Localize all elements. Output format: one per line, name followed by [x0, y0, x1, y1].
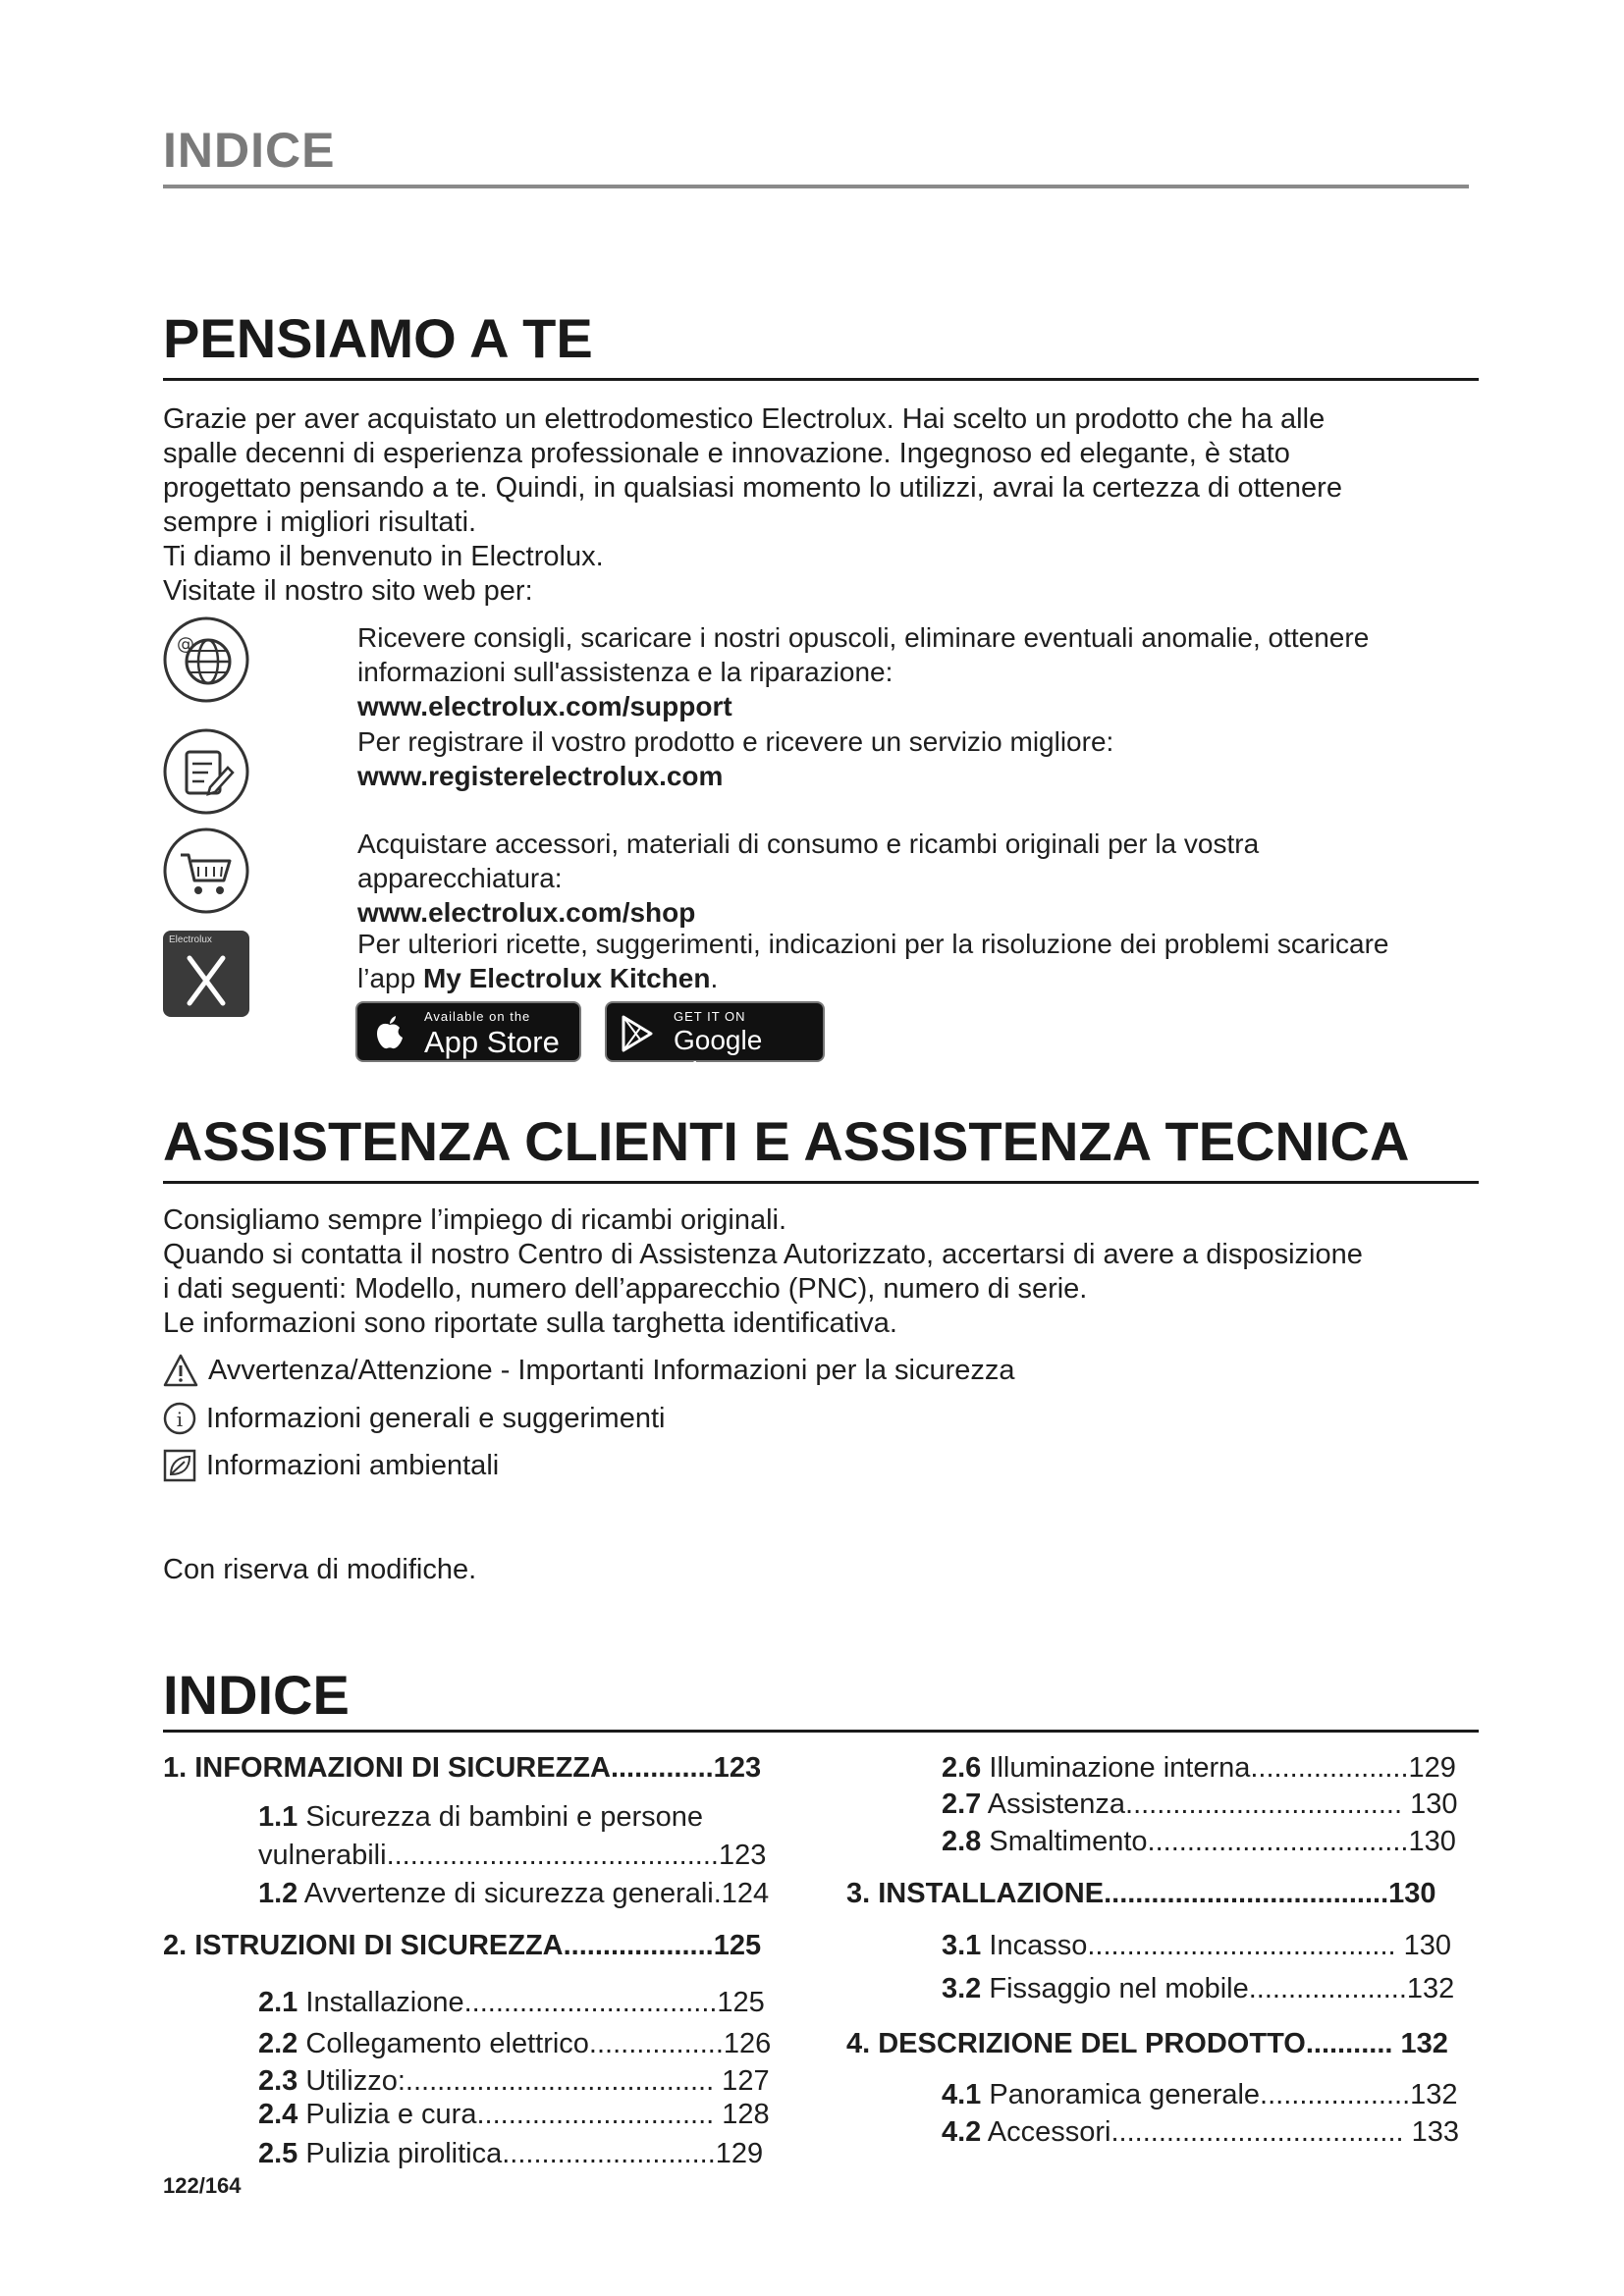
toc-item-1-2[interactable]	[258, 1878, 769, 1910]
toc-item-2-7[interactable]	[942, 1789, 1457, 1821]
shop-text-2: apparecchiatura:	[357, 863, 563, 893]
legend-warning-text: Avvertenza/Attenzione - Importanti Informazioni per la sicurezza	[208, 1355, 1015, 1386]
toc-section-4[interactable]: 4. DESCRIZIONE DEL PRODOTTO........... 132	[846, 2028, 1448, 2059]
welcome-line: spalle decenni di esperienza professionale e innovazione. Ingegnoso ed elegante, è stato	[163, 438, 1290, 469]
assistance-title: ASSISTENZA CLIENTI E ASSISTENZA TECNICA	[163, 1110, 1410, 1172]
svg-text:i: i	[176, 1408, 184, 1431]
change-notice: Con riserva di modifiche.	[163, 1554, 477, 1585]
toc-item-2-3[interactable]	[258, 2065, 770, 2098]
toc-section-3[interactable]: 3. INSTALLAZIONE....................................130	[846, 1878, 1436, 1909]
toc-num: 2.4	[258, 2099, 298, 2130]
toc-label: Fissaggio nel mobile....................132	[981, 1973, 1455, 2004]
google-play-label: Google Play	[674, 1025, 763, 1087]
toc-label: Accessori..................................... 133	[981, 2116, 1460, 2148]
google-play-badge[interactable]	[605, 1001, 825, 1087]
toc-item-2-2[interactable]	[258, 2028, 771, 2060]
toc-num: 2.3	[258, 2065, 298, 2097]
toc-item-2-5[interactable]	[258, 2138, 763, 2170]
legend-info	[163, 1401, 665, 1436]
app-store-label: App Store	[424, 1025, 560, 1059]
environment-icon	[163, 1449, 196, 1482]
kitchen-app-name: My Electrolux Kitchen	[422, 963, 711, 993]
welcome-line: sempre i migliori risultati.	[163, 507, 477, 538]
app-store-small: Available on the	[424, 1009, 531, 1024]
welcome-line: Ti diamo il benvenuto in Electrolux.	[163, 541, 604, 572]
assistance-paragraph	[163, 1203, 1479, 1341]
assistance-line: i dati seguenti: Modello, numero dell’apparecchio (PNC), numero di serie.	[163, 1273, 1088, 1305]
toc-num: 3.1	[942, 1930, 982, 1961]
welcome-line: Visitate il nostro sito web per:	[163, 575, 533, 607]
kitchen-app-suffix: .	[710, 963, 719, 993]
register-item	[357, 724, 1477, 793]
toc-num: 2.2	[258, 2028, 298, 2059]
google-play-small: GET IT ON	[674, 1009, 746, 1024]
toc-item-4-2[interactable]	[942, 2116, 1459, 2149]
kitchen-app-text-2	[357, 961, 1477, 995]
toc-label: Illuminazione interna....................129	[981, 1752, 1456, 1784]
toc-label: Smaltimento.................................130	[981, 1826, 1456, 1857]
shop-link[interactable]: www.electrolux.com/shop	[357, 897, 696, 928]
register-link[interactable]: www.registerelectrolux.com	[357, 761, 724, 791]
toc-num: 2.6	[942, 1752, 982, 1784]
toc-item-3-2[interactable]	[942, 1973, 1454, 2005]
assistance-line: Consigliamo sempre l’impiego di ricambi originali.	[163, 1204, 787, 1236]
toc-label: Pulizia e cura.............................. 128	[298, 2099, 770, 2130]
page-number: 122/164	[163, 2173, 242, 2198]
warning-icon	[163, 1354, 198, 1387]
welcome-line: Grazie per aver acquistato un elettrodomestico Electrolux. Hai scelto un prodotto che ha alle	[163, 403, 1326, 435]
svg-text:@: @	[177, 634, 194, 655]
kitchen-app-brand: Electrolux	[169, 934, 212, 945]
toc-item-2-8[interactable]	[942, 1826, 1456, 1858]
toc-label: Utilizzo:....................................... 127	[298, 2065, 770, 2097]
toc-item-1-1[interactable]	[258, 1801, 703, 1834]
header-divider	[163, 185, 1469, 188]
apple-icon	[375, 1015, 405, 1050]
toc-item-4-1[interactable]	[942, 2079, 1458, 2111]
welcome-title: PENSIAMO A TE	[163, 307, 593, 369]
toc-num: 4.2	[942, 2116, 982, 2148]
toc-label: Collegamento elettrico.................126	[298, 2028, 772, 2059]
legend-info-text: Informazioni generali e suggerimenti	[206, 1403, 666, 1434]
toc-label: Installazione................................125	[298, 1987, 765, 2018]
support-item	[357, 620, 1477, 723]
toc-num: 4.1	[942, 2079, 982, 2110]
fork-knife-icon	[182, 952, 231, 1009]
shop-text-1: Acquistare accessori, materiali di consumo e ricambi originali per la vostra	[357, 828, 1260, 859]
toc-label: Avvertenze di sicurezza generali.124	[298, 1878, 770, 1909]
legend-environment	[163, 1448, 499, 1483]
toc-item-2-6[interactable]	[942, 1752, 1456, 1785]
toc-item-2-1[interactable]	[258, 1987, 765, 2019]
assistance-line: Quando si contatta il nostro Centro di Assistenza Autorizzato, accertarsi di avere a disposizione	[163, 1239, 1363, 1270]
header-title: INDICE	[163, 123, 336, 178]
toc-label: Panoramica generale...................132	[981, 2079, 1458, 2110]
toc-label: Assistenza................................... 130	[981, 1789, 1458, 1820]
register-text: Per registrare il vostro prodotto e ricevere un servizio migliore:	[357, 726, 1114, 757]
toc-num: 2.1	[258, 1987, 298, 2018]
info-icon	[163, 1402, 196, 1435]
toc-num: 2.8	[942, 1826, 982, 1857]
toc-item-3-1[interactable]	[942, 1930, 1451, 1962]
legend-environment-text: Informazioni ambientali	[206, 1450, 500, 1481]
welcome-line: progettato pensando a te. Quindi, in qualsiasi momento lo utilizzi, avrai la certezza di ottenere	[163, 472, 1342, 504]
toc-item-2-4[interactable]	[258, 2099, 770, 2131]
toc-num: 2.7	[942, 1789, 982, 1820]
toc-section-2[interactable]: 2. ISTRUZIONI DI SICUREZZA...................125	[163, 1930, 762, 1961]
toc-num: 2.5	[258, 2138, 298, 2169]
support-text-2: informazioni sull'assistenza e la riparazione:	[357, 657, 893, 687]
kitchen-app-prefix: l’app	[357, 963, 423, 993]
kitchen-app-text-1: Per ulteriori ricette, suggerimenti, indicazioni per la risoluzione dei problemi scaricare	[357, 929, 1389, 959]
toc-item-1-1-cont[interactable]: vulnerabili..........................................123	[258, 1840, 767, 1871]
support-text-1: Ricevere consigli, scaricare i nostri opuscoli, eliminare eventuali anomalie, ottenere	[357, 622, 1370, 653]
assistance-divider	[163, 1181, 1479, 1184]
toc-title: INDICE	[163, 1664, 350, 1726]
toc-divider	[163, 1730, 1479, 1733]
assistance-line: Le informazioni sono riportate sulla targhetta identificativa.	[163, 1308, 897, 1339]
register-icon	[163, 728, 249, 815]
cart-icon	[163, 828, 249, 914]
toc-label: Pulizia pirolitica...........................129	[298, 2138, 764, 2169]
toc-label: Sicurezza di bambini e persone	[298, 1801, 703, 1833]
toc-label: Incasso....................................... 130	[981, 1930, 1451, 1961]
globe-icon	[163, 616, 249, 703]
play-icon	[621, 1015, 654, 1052]
shop-item	[357, 827, 1477, 930]
app-store-badge[interactable]	[355, 1001, 581, 1062]
toc-num: 1.1	[258, 1801, 298, 1833]
toc-num: 3.2	[942, 1973, 982, 2004]
toc-num: 1.2	[258, 1878, 298, 1909]
toc-section-1[interactable]: 1. INFORMAZIONI DI SICUREZZA.............123	[163, 1752, 762, 1784]
welcome-divider	[163, 378, 1479, 381]
legend-warning	[163, 1353, 1015, 1388]
welcome-paragraph	[163, 402, 1479, 609]
kitchen-app-icon	[163, 931, 249, 1017]
support-link[interactable]: www.electrolux.com/support	[357, 691, 732, 721]
kitchen-app-item	[357, 927, 1477, 995]
